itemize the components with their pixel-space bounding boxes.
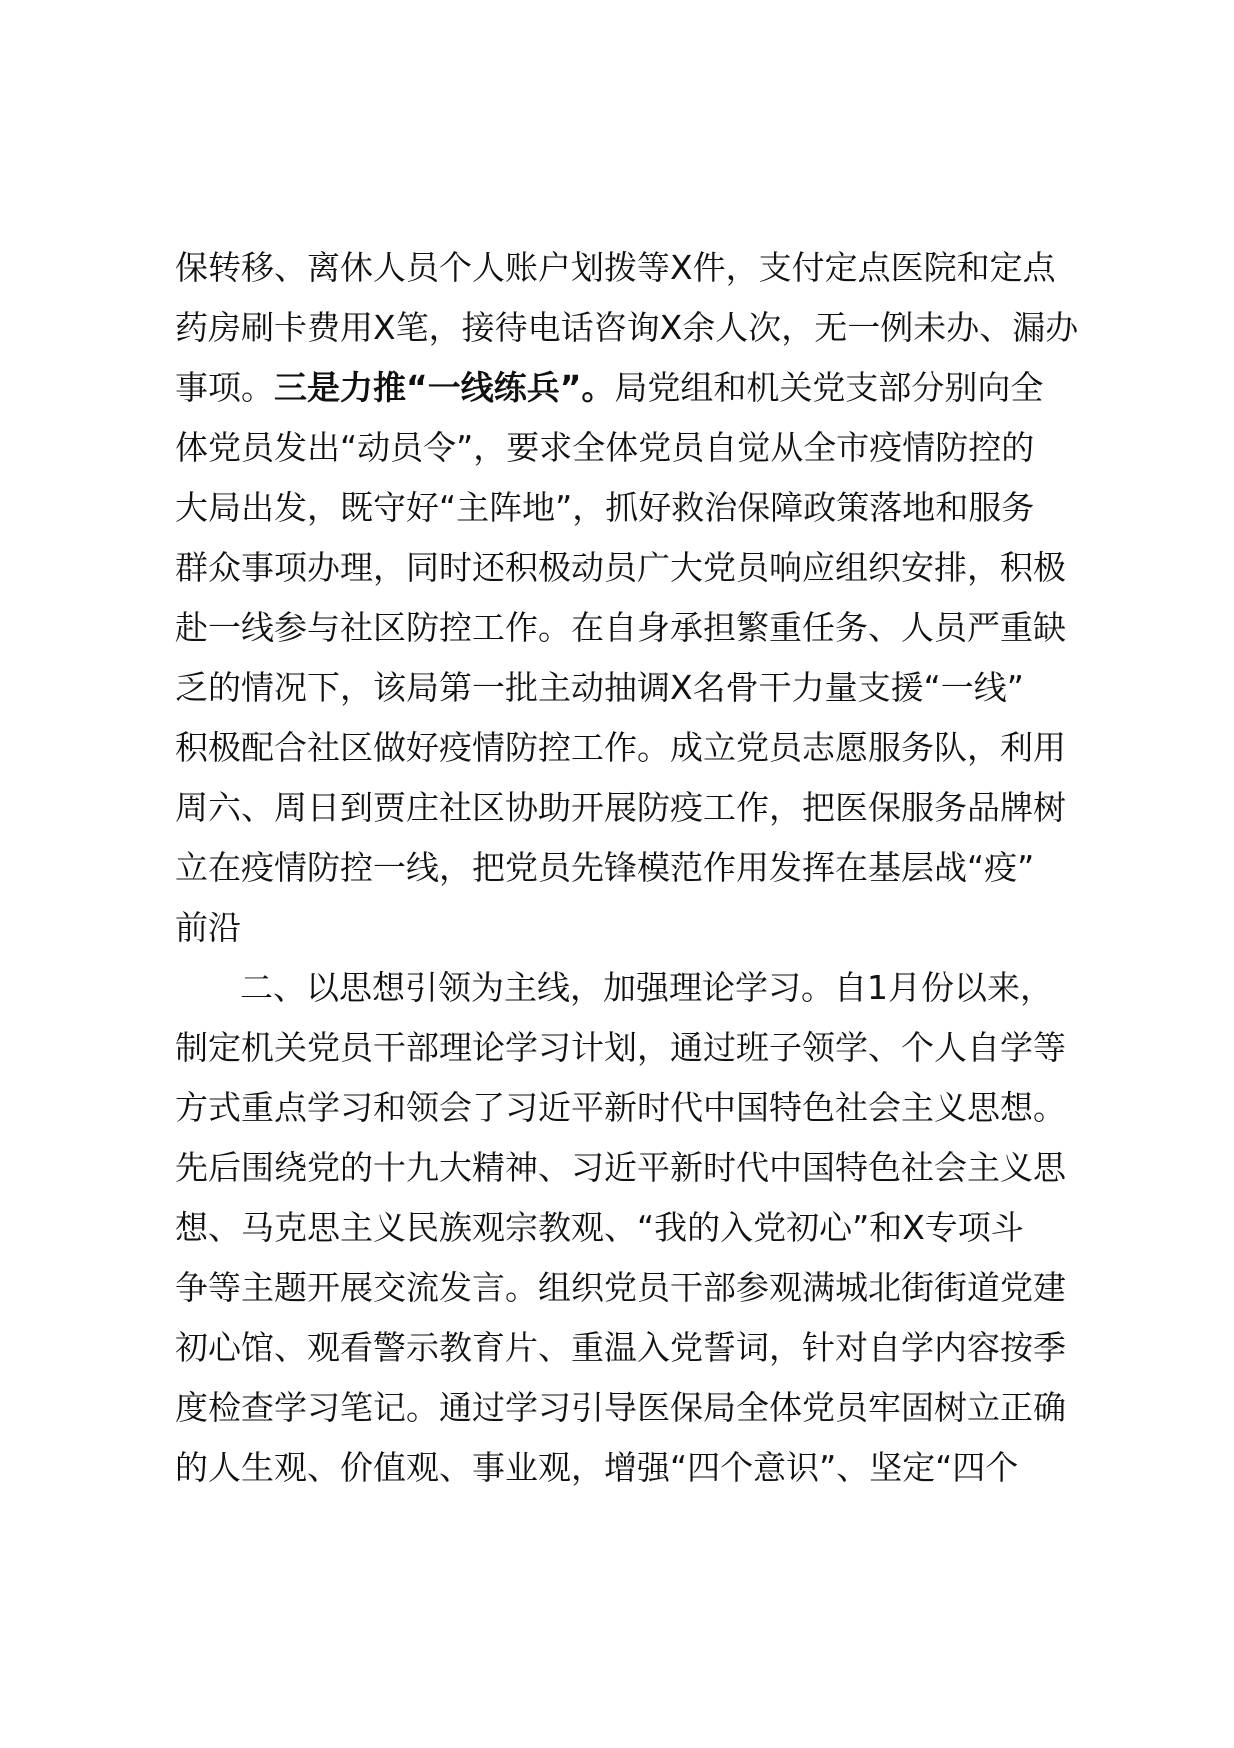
- body-line: 想、马克思主义民族观宗教观、“我的入党初心”和X专项斗: [175, 1208, 1024, 1247]
- section-heading-line: 二、以思想引领为主线，加强理论学习。自1月份以来，: [240, 968, 1053, 1007]
- body-text: 事项。: [175, 368, 274, 407]
- body-line: 体党员发出“动员令”，要求全体党员自觉从全市疫情防控的: [175, 428, 1035, 467]
- body-line: [175, 358, 1105, 418]
- body-line: 药房刷卡费用X笔，接待电话咨询X余人次，无一例未办、漏办: [175, 308, 1079, 347]
- body-line: 先后围绕党的十九大精神、习近平新时代中国特色社会主义思: [175, 1148, 1066, 1187]
- bold-heading-text: 三是力推“一线练兵”。: [274, 368, 615, 407]
- body-line: 立在疫情防控一线，把党员先锋模范作用发挥在基层战“疫”: [175, 848, 1035, 887]
- body-text: 局党组和机关党支部分别向全: [614, 368, 1044, 407]
- body-line: 初心馆、观看警示教育片、重温入党誓词，针对自学内容按季: [175, 1328, 1066, 1367]
- body-line: 群众事项办理，同时还积极动员广大党员响应组织安排，积极: [175, 548, 1066, 587]
- body-line: 积极配合社区做好疫情防控工作。成立党员志愿服务队，利用: [175, 728, 1066, 767]
- body-line: 赴一线参与社区防控工作。在自身承担繁重任务、人员严重缺: [175, 608, 1066, 647]
- body-line: 大局出发，既守好“主阵地”，抓好救治保障政策落地和服务: [175, 488, 1035, 527]
- body-line: 乏的情况下，该局第一批主动抽调X名骨干力量支援“一线”: [175, 668, 1024, 707]
- body-line: 保转移、离休人员个人账户划拨等X件，支付定点医院和定点: [175, 248, 1056, 287]
- body-line: 度检查学习笔记。通过学习引导医保局全体党员牢固树立正确: [175, 1388, 1066, 1427]
- body-line: 的人生观、价值观、事业观，增强“四个意识”、坚定“四个: [175, 1448, 1019, 1487]
- body-line: 制定机关党员干部理论学习计划，通过班子领学、个人自学等: [175, 1028, 1066, 1067]
- body-line: 方式重点学习和领会了习近平新时代中国特色社会主义思想。: [175, 1088, 1066, 1127]
- body-line: 前沿: [175, 908, 241, 947]
- body-line: 争等主题开展交流发言。组织党员干部参观满城北街街道党建: [175, 1268, 1066, 1307]
- body-line: 周六、周日到贾庄社区协助开展防疫工作，把医保服务品牌树: [175, 788, 1066, 827]
